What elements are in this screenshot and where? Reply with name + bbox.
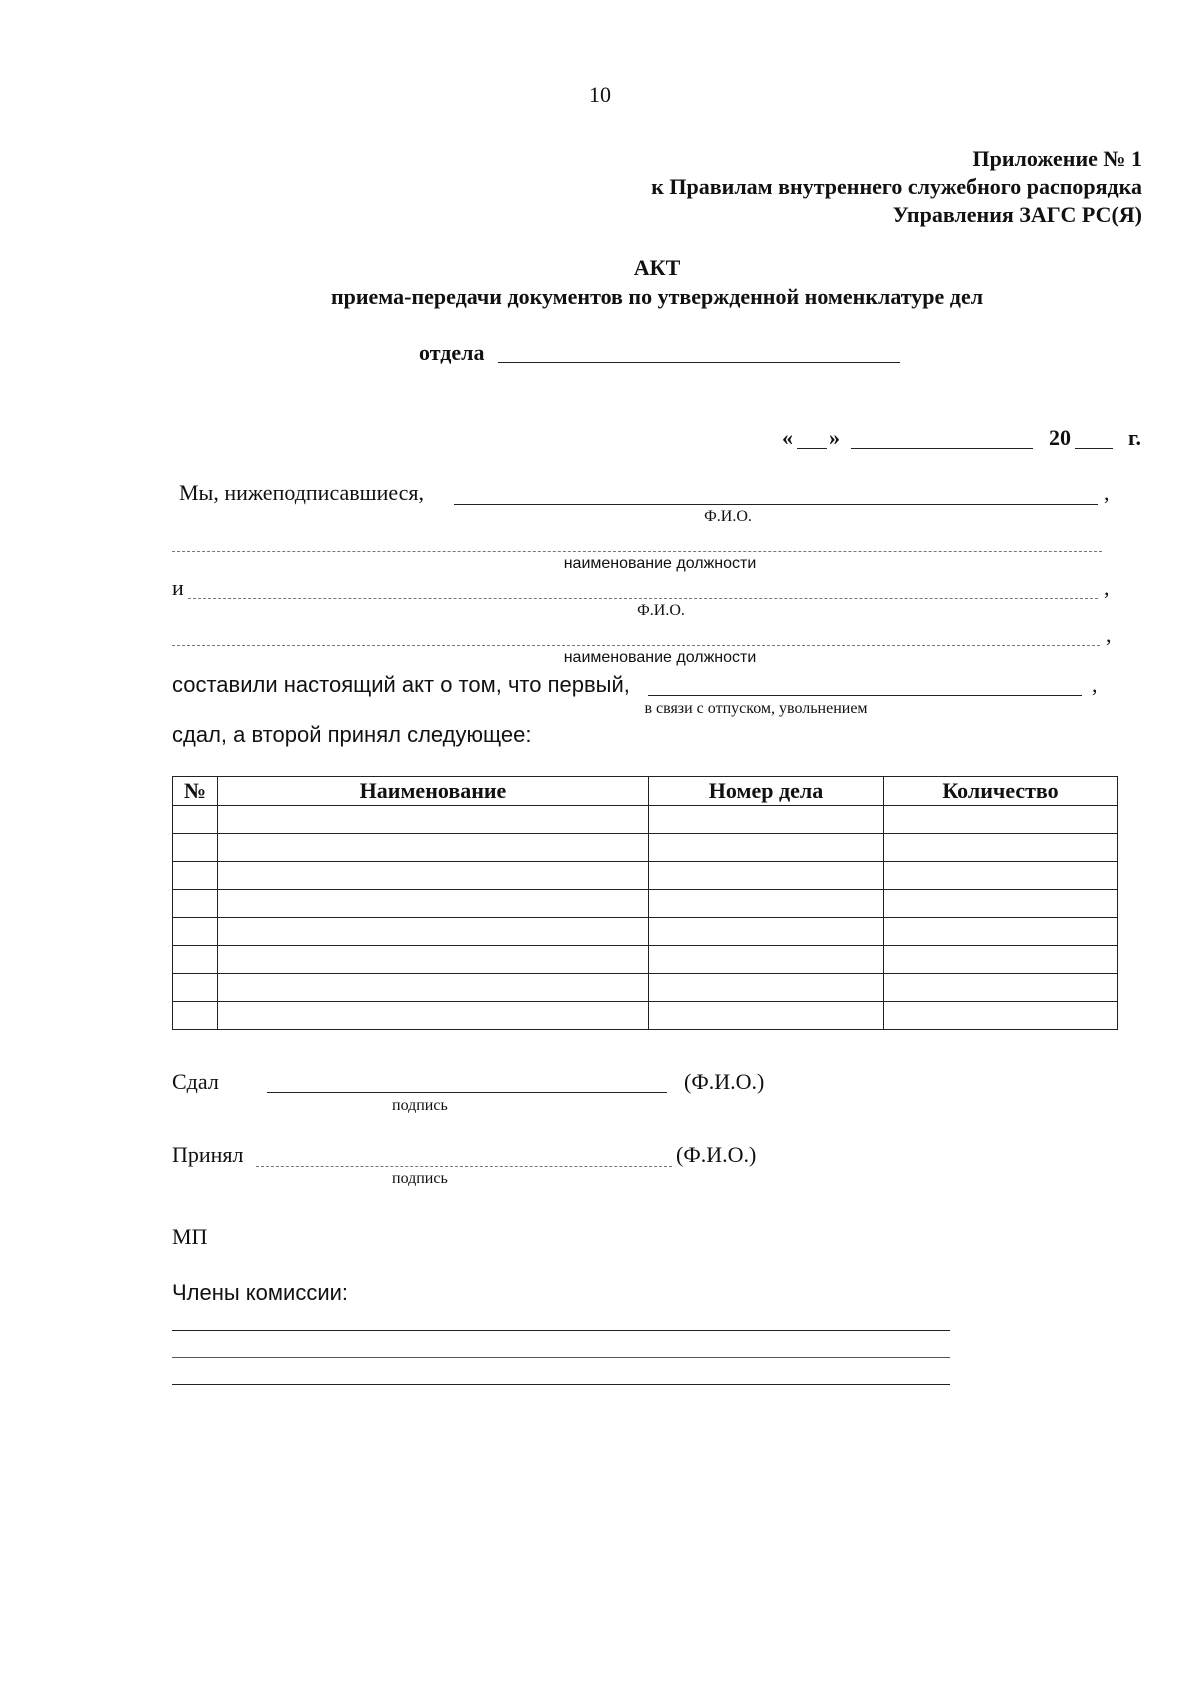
table-row: [173, 918, 1118, 946]
statement-text: составили настоящий акт о том, что первый,: [172, 672, 630, 697]
table-cell[interactable]: [218, 890, 649, 918]
position-caption-1: наименование должности: [563, 555, 757, 572]
signature-caption-1: подпись: [392, 1097, 448, 1114]
column-header-name: Наименование: [218, 777, 649, 806]
table-cell[interactable]: [173, 890, 218, 918]
appendix-number: Приложение № 1: [972, 146, 1142, 171]
table-cell[interactable]: [218, 806, 649, 834]
table-cell[interactable]: [173, 918, 218, 946]
table-cell[interactable]: [649, 974, 884, 1002]
fio-2-blank[interactable]: [188, 598, 1098, 599]
table-cell[interactable]: [649, 862, 884, 890]
table-row: [173, 834, 1118, 862]
commission-member-line[interactable]: [172, 1357, 950, 1358]
table-cell[interactable]: [884, 974, 1118, 1002]
table-cell[interactable]: [884, 890, 1118, 918]
fio-caption-1: Ф.И.О.: [704, 508, 752, 525]
table-cell[interactable]: [218, 862, 649, 890]
parties-intro: Мы, нижеподписавшиеся,: [179, 480, 425, 505]
table-cell[interactable]: [173, 946, 218, 974]
table-cell[interactable]: [884, 918, 1118, 946]
page-number: 10: [589, 82, 611, 107]
table-cell[interactable]: [649, 1002, 884, 1030]
fio-1-blank[interactable]: [454, 504, 1098, 505]
table-cell[interactable]: [884, 946, 1118, 974]
position-1-blank[interactable]: [172, 551, 1102, 552]
statement-text-2: сдал, а второй принял следующее:: [172, 722, 532, 747]
document-subtitle: приема-передачи документов по утвержденной номенклатуре дел: [330, 284, 984, 309]
table-cell[interactable]: [218, 974, 649, 1002]
commission-member-line[interactable]: [172, 1384, 950, 1385]
table-cell[interactable]: [884, 834, 1118, 862]
table-cell[interactable]: [173, 1002, 218, 1030]
table-cell[interactable]: [218, 918, 649, 946]
and-label: и: [172, 575, 184, 600]
table-cell[interactable]: [884, 862, 1118, 890]
department-blank[interactable]: [498, 362, 900, 363]
table-cell[interactable]: [218, 946, 649, 974]
table-row: [173, 862, 1118, 890]
table-cell[interactable]: [218, 834, 649, 862]
reason-comma: ,: [1092, 672, 1098, 697]
table-cell[interactable]: [173, 974, 218, 1002]
appendix-organization: Управления ЗАГС РС(Я): [892, 202, 1142, 227]
reason-caption: в связи с отпуском, увольнением: [644, 700, 868, 717]
position-caption-2: наименование должности: [563, 649, 757, 666]
appendix-rules-ref: к Правилам внутреннего служебного распорядка: [651, 174, 1142, 199]
table-cell[interactable]: [173, 806, 218, 834]
handed-label: Сдал: [172, 1069, 219, 1094]
date-day-blank[interactable]: [797, 448, 827, 449]
position-2-blank[interactable]: [172, 645, 1100, 646]
fio-2-comma: ,: [1104, 575, 1110, 600]
date-year-prefix: 20: [1049, 425, 1071, 450]
received-label: Принял: [172, 1142, 244, 1167]
handed-fio: (Ф.И.О.): [684, 1069, 765, 1094]
table-row: [173, 974, 1118, 1002]
fio-caption-2: Ф.И.О.: [637, 602, 685, 619]
stamp-label: МП: [172, 1224, 208, 1249]
column-header-quantity: Количество: [884, 777, 1118, 806]
date-open-quote: «: [782, 425, 793, 450]
table-cell[interactable]: [649, 918, 884, 946]
table-row: [173, 946, 1118, 974]
date-year-suffix: г.: [1128, 425, 1142, 450]
table-cell[interactable]: [173, 834, 218, 862]
signature-caption-2: подпись: [392, 1170, 448, 1187]
received-fio: (Ф.И.О.): [676, 1142, 757, 1167]
table-cell[interactable]: [649, 806, 884, 834]
table-cell[interactable]: [649, 890, 884, 918]
date-close-quote: »: [829, 425, 840, 450]
position-2-comma: ,: [1106, 622, 1112, 647]
table-row: [173, 1002, 1118, 1030]
date-month-blank[interactable]: [851, 448, 1033, 449]
column-header-case-number: Номер дела: [649, 777, 884, 806]
table-cell[interactable]: [884, 1002, 1118, 1030]
commission-member-line[interactable]: [172, 1330, 950, 1331]
fio-1-comma: ,: [1104, 480, 1110, 505]
table-row: [173, 890, 1118, 918]
received-signature-blank[interactable]: [256, 1166, 672, 1167]
items-table: [172, 776, 1118, 1030]
document-title: АКТ: [633, 255, 681, 280]
commission-label: Члены комиссии:: [172, 1280, 349, 1305]
table-cell[interactable]: [218, 1002, 649, 1030]
table-row: [173, 806, 1118, 834]
table-header-row: [173, 777, 1118, 806]
column-header-number: №: [173, 777, 218, 806]
table-cell[interactable]: [649, 946, 884, 974]
date-year-blank[interactable]: [1075, 448, 1113, 449]
table-cell[interactable]: [884, 806, 1118, 834]
reason-blank[interactable]: [648, 695, 1082, 696]
table-cell[interactable]: [173, 862, 218, 890]
table-cell[interactable]: [649, 834, 884, 862]
handed-signature-blank[interactable]: [267, 1092, 667, 1093]
department-label: отдела: [419, 340, 485, 365]
